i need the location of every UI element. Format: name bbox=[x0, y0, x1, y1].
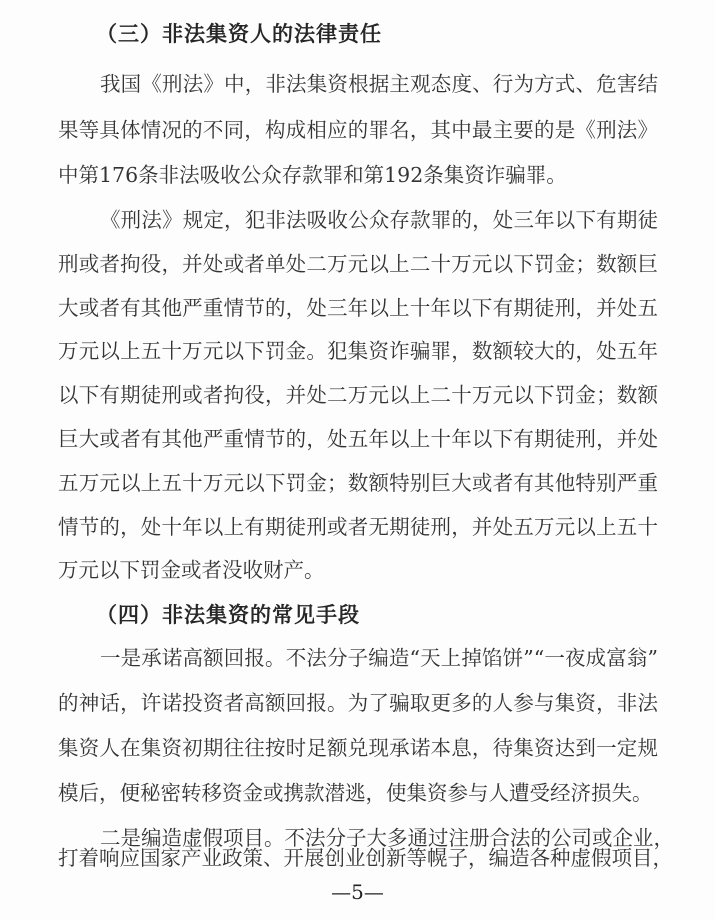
paragraph-line: 万元以下罚金或者没收财产。 bbox=[58, 558, 325, 582]
paragraph-line: 一是承诺高额回报。不法分子编造“天上掉馅饼”“一夜成富翁” bbox=[100, 646, 658, 670]
section-heading-common-methods: （四）非法集资的常见手段 bbox=[96, 603, 360, 627]
paragraph-line: 集资人在集资初期往往按时足额兑现承诺本息，待集资达到一定规 bbox=[58, 736, 658, 760]
paragraph-line: 刑或者拘役，并处或者单处二万元以上二十万元以下罚金；数额巨 bbox=[58, 252, 658, 276]
paragraph-line: 万元以上五十万元以下罚金。犯集资诈骗罪，数额较大的，处五年 bbox=[58, 339, 658, 363]
paragraph-line: 的神话，许诺投资者高额回报。为了骗取更多的人参与集资，非法 bbox=[58, 691, 658, 715]
paragraph-line: 巨大或者有其他严重情节的，处五年以上十年以下有期徒刑，并处 bbox=[58, 427, 658, 451]
paragraph-line: 中第176条非法吸收公众存款罪和第192条集资诈骗罪。 bbox=[58, 163, 567, 187]
paragraph-line: 果等具体情况的不同，构成相应的罪名，其中最主要的是《刑法》 bbox=[58, 118, 658, 142]
paragraph-line: 模后，便秘密转移资金或携款潜逃，使集资参与人遭受经济损失。 bbox=[58, 781, 653, 805]
paragraph-line: 《刑法》规定，犯非法吸收公众存款罪的，处三年以下有期徒 bbox=[100, 208, 658, 232]
paragraph-line: 我国《刑法》中，非法集资根据主观态度、行为方式、危害结 bbox=[100, 72, 658, 96]
paragraph-line: 二是编造虚假项目。不法分子大多通过注册合法的公司或企业， bbox=[100, 826, 674, 850]
paragraph-line: 大或者有其他严重情节的，处三年以上十年以下有期徒刑，并处五 bbox=[58, 296, 658, 320]
page-number: —5— bbox=[331, 880, 384, 904]
section-heading-legal-liability: （三）非法集资人的法律责任 bbox=[96, 22, 382, 46]
paragraph-line: 打着响应国家产业政策、开展创业创新等幌子，编造各种虚假项目， bbox=[58, 846, 673, 870]
paragraph-line: 五万元以上五十万元以下罚金；数额特别巨大或者有其他特别严重 bbox=[58, 471, 658, 495]
paragraph-line: 情节的，处十年以上有期徒刑或者无期徒刑，并处五万元以上五十 bbox=[58, 515, 658, 539]
paragraph-line: 以下有期徒刑或者拘役，并处二万元以上二十万元以下罚金；数额 bbox=[58, 383, 658, 407]
